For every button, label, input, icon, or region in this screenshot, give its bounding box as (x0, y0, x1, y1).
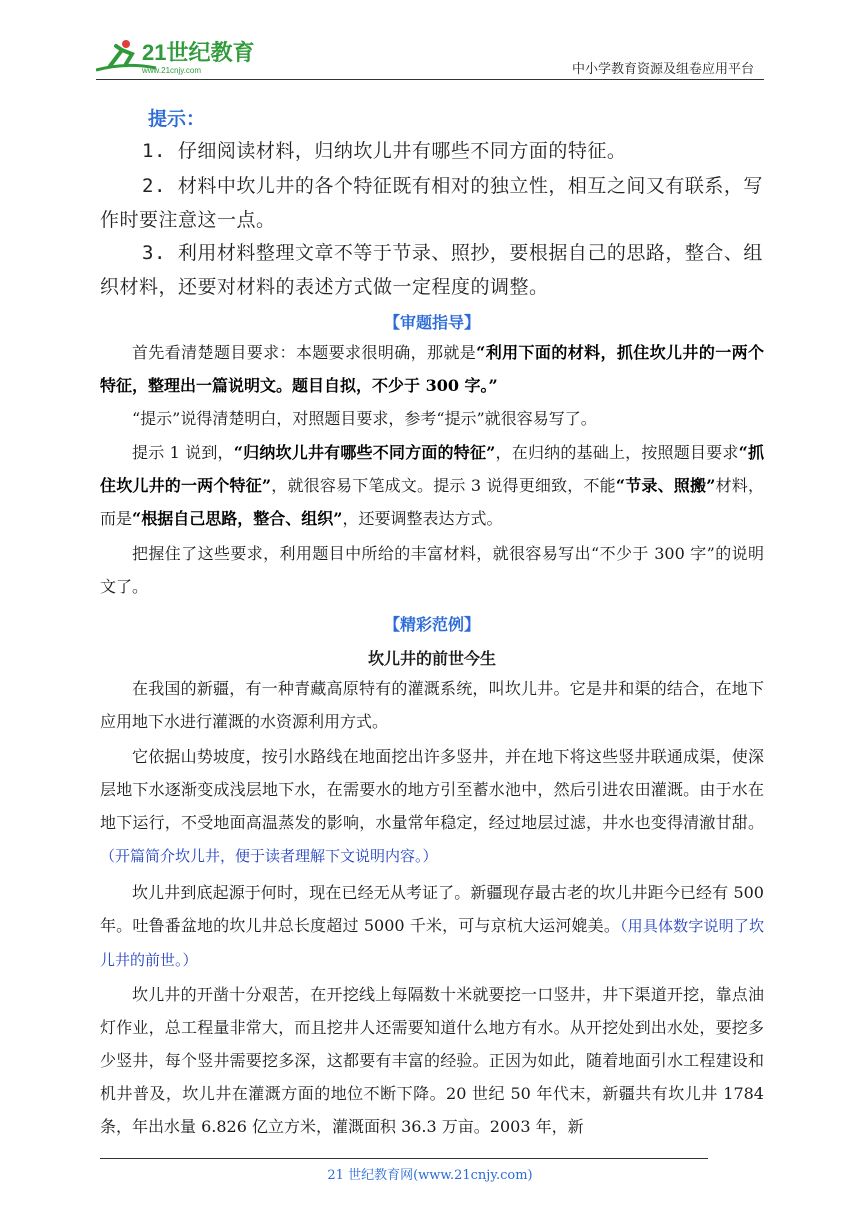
essay-annotation-1: （开篇简介坎儿井，便于读者理解下文说明内容。） (100, 847, 438, 865)
guide-section-title: 【审题指导】 (383, 313, 480, 332)
platform-name: 中小学教育资源及组卷应用平台 (571, 62, 754, 77)
guide-paragraph-2: “提示”说得清楚明白，对照题目要求，参考“提示”就很容易写了。 (132, 409, 597, 428)
hint-item-1: 1. 仔细阅读材料，归纳坎儿井有哪些不同方面的特征。 (142, 140, 627, 162)
guide-paragraph-4: 把握住了这些要求，利用题目中所给的丰富材料，就很容易写出“不少于 300 字”的说明文了。 (100, 544, 764, 596)
hint-item-2: 2. 材料中坎儿井的各个特征既有相对的独立性，相互之间又有联系，写作时要注意这一点。 (100, 175, 763, 231)
essay-paragraph-3: 坎儿井到底起源于何时，现在已经无从考证了。新疆现存最古老的坎儿井距今已经有 500 年。吐鲁番盆地的坎儿井总长度超过 5000 千米，可与京杭大运河媲美。（用具体数字说明了坎儿井的前世。） (100, 883, 764, 969)
page-header (0, 0, 860, 100)
guide-paragraph-1: 首先看清楚题目要求：本题要求很明确，那就是“利用下面的材料，抓住坎儿井的一两个特征，整理出一篇说明文。题目自拟，不少于 300 字。” (100, 343, 764, 395)
essay-paragraph-4: 坎儿井的开凿十分艰苦，在开挖线上每隔数十米就要挖一口竖井，井下渠道开挖，靠点油灯作业，总工程量非常大，而且挖井人还需要知道什么地方有水。从开挖处到出水处，要挖多少竖井，每个竖井需要挖多深，这都要有丰富的经验。正因为如此，随着地面引水工程建设和机井普及，坎儿井在灌溉方面的地位不断下降。20 世纪 50 年代末，新疆共有坎儿井 1784 条，年出水量 6.826 亿立方米，灌溉面积 36.3 万亩。2003 年，新 (100, 985, 764, 1136)
footer-divider (100, 1158, 708, 1159)
hint-item-3: 3. 利用材料整理文章不等于节录、照抄，要根据自己的思路，整合、组织材料，还要对材料的表述方式做一定程度的调整。 (100, 242, 763, 298)
essay-paragraph-1: 在我国的新疆，有一种青藏高原特有的灌溉系统，叫坎儿井。它是井和渠的结合，在地下应用地下水进行灌溉的水资源利用方式。 (100, 679, 764, 731)
guide-paragraph-3: 提示 1 说到，“归纳坎儿井有哪些不同方面的特征”，在归纳的基础上，按照题目要求“抓住坎儿井的一两个特征”，就很容易下笔成文。提示 3 说得更细致，不能“节录、照搬”材料，而是“根据自己思路，整合、组织”，还要调整表达方式。 (100, 443, 764, 528)
header-divider (96, 79, 764, 80)
essay-annotation-2: （用具体数字说明了坎儿井的前世。） (100, 917, 764, 969)
footer-text: 21 世纪教育网(www.21cnjy.com) (327, 1168, 533, 1183)
logo-text: 21世纪教育 (142, 40, 255, 65)
essay-paragraph-2: 它依据山势坡度，按引水路线在地面挖出许多竖井，并在地下将这些竖井联通成渠，使深层地下水逐渐变成浅层地下水，在需要水的地方引至蓄水池中，然后引进农田灌溉。由于水在地下运行，不受地面高温蒸发的影响，水量常年稳定，经过地层过滤，井水也变得清澈甘甜。（开篇简介坎儿井，便于读者理解下文说明内容。） (100, 747, 764, 865)
essay-title: 坎儿井的前世今生 (367, 649, 496, 668)
hint-title: 提示： (148, 108, 206, 130)
logo-21cnjy (96, 36, 266, 78)
logo-url: www.21cnjy.com (142, 66, 201, 75)
example-section-title: 【精彩范例】 (383, 615, 480, 634)
